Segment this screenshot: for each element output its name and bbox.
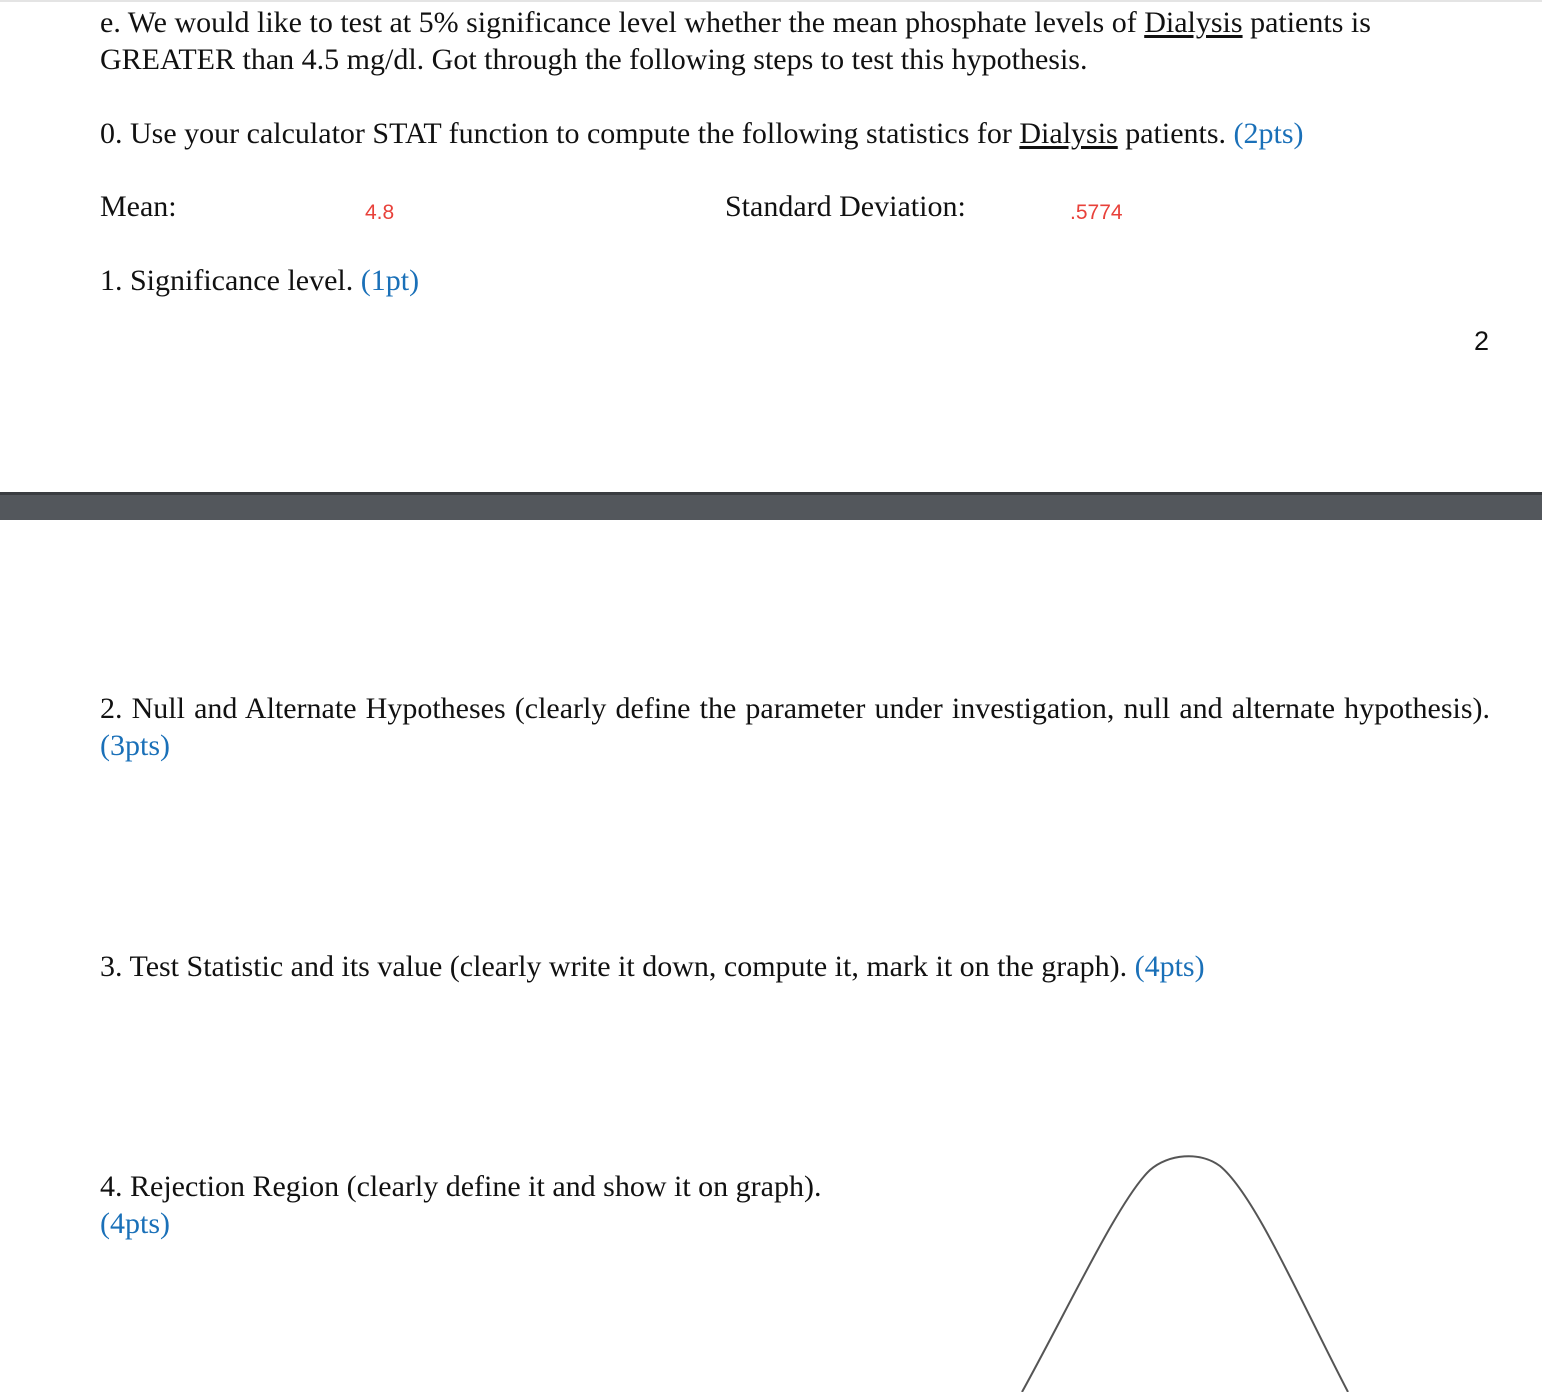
step-0-paragraph <box>100 115 1304 152</box>
question-e-text-b: of <box>1104 6 1145 39</box>
step-3-text: 3. Test Statistic and its value (clearly write it down, compute it, mark it on the graph). <box>100 950 1135 983</box>
step-1-text: 1. Significance level. <box>100 264 361 297</box>
step-4-points: (4pts) <box>100 1207 170 1240</box>
document-page-1 <box>0 0 1542 492</box>
page-separator <box>0 492 1542 520</box>
step-0-dialysis-underlined: Dialysis <box>1019 117 1118 150</box>
step-0-text-b: patients. <box>1117 117 1234 150</box>
normal-distribution-curve <box>1010 1140 1360 1392</box>
mean-answer: 4.8 <box>365 201 395 224</box>
step-2-paragraph <box>100 690 1490 764</box>
step-2-points: (3pts) <box>100 729 170 762</box>
step-2-text: 2. Null and Alternate Hypotheses (clearly define the parameter under investigation, null and alternate hypothesis). <box>100 692 1490 725</box>
step-1-paragraph <box>100 262 419 299</box>
step-4-paragraph <box>100 1168 821 1242</box>
sd-label: Standard Deviation: <box>725 190 966 223</box>
question-e-bold-text: phosphate levels <box>905 6 1105 39</box>
step-3-points: (4pts) <box>1134 950 1205 983</box>
page-number: 2 <box>1474 326 1490 356</box>
question-e-paragraph <box>100 4 1490 78</box>
question-e-line2: GREATER than 4.5 mg/dl. Got through the following steps to test this hypothesis. <box>100 43 1088 76</box>
dialysis-underlined: Dialysis <box>1144 6 1243 39</box>
step-4-text: 4. Rejection Region (clearly define it and show it on graph). <box>100 1170 822 1203</box>
sd-answer: .5774 <box>1070 201 1123 224</box>
step-1-points: (1pt) <box>360 264 420 297</box>
question-e-text-c: patients is <box>1242 6 1371 39</box>
step-0-text-a: 0. Use your calculator STAT function to compute the following statistics for <box>100 117 1020 150</box>
bell-curve-line <box>1022 1156 1348 1392</box>
question-e-text-a: e. We would like to test at 5% significance level whether the mean <box>100 6 906 39</box>
step-0-points: (2pts) <box>1233 117 1304 150</box>
mean-label: Mean: <box>100 190 177 223</box>
page-top-border <box>0 0 1542 2</box>
step-3-paragraph <box>100 948 1205 985</box>
